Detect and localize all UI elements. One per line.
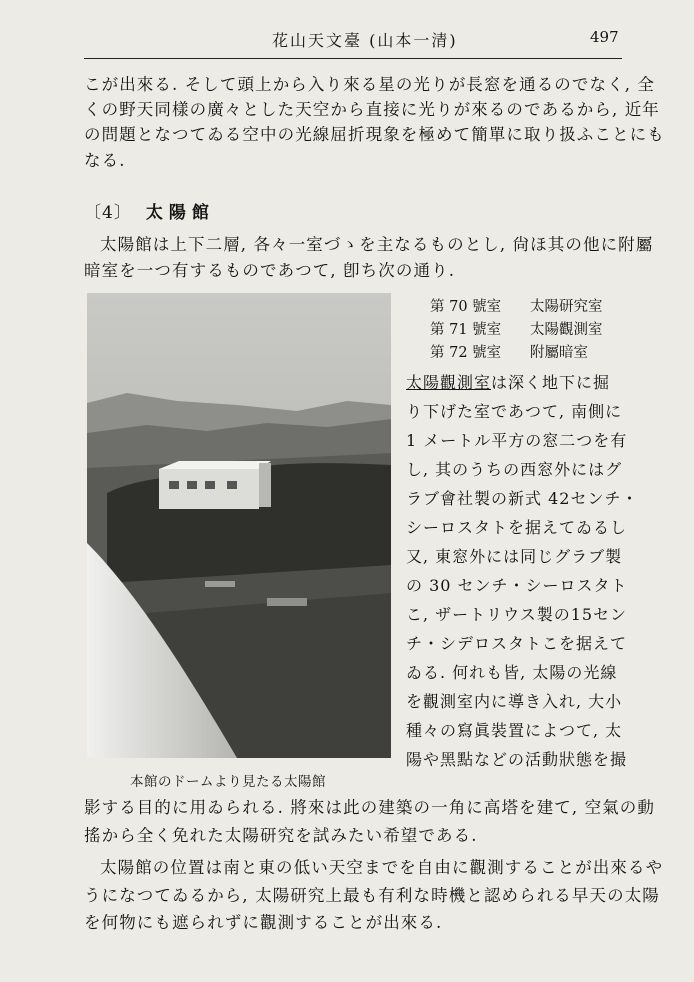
paragraph-line: 太陽館の位置は南と東の低い天空までを自由に觀測することが出來るや [100, 858, 664, 877]
side-column-line: し, 其のうちの西窓外にはグ [406, 460, 623, 479]
photo-illustration [87, 293, 391, 758]
side-column-line: 又, 東窓外には同じグラブ製 [406, 547, 623, 566]
side-column-line: の 30 センチ・シーロスタト [406, 576, 628, 595]
side-column-line: 1 メートル平方の窓二つを有 [406, 431, 628, 450]
section-title: 太陽館 [145, 203, 215, 223]
side-column-text: は深く地下に掘 [491, 373, 611, 392]
section-heading [84, 198, 215, 223]
side-column-line: こ, ザートリウス製の15セン [406, 605, 628, 624]
photo-caption: 本館のドームより見たる太陽館 [130, 774, 326, 790]
room-name: 太陽研究室 [530, 299, 603, 315]
running-title: 花山天文臺 (山本一清) [272, 31, 458, 50]
paragraph-line: 影する目的に用ゐられる. 將來は此の建築の一角に高塔を建て, 空氣の動 [84, 798, 655, 817]
room-number: 第 70 號室 [430, 299, 502, 315]
paragraph-line: 搖から全く免れた太陽研究を試みたい希望である. [84, 826, 478, 845]
photograph-solar-building [87, 293, 391, 758]
paragraph-line: うになつてゐるから, 太陽研究上最も有利な時機と認められる早天の太陽 [84, 886, 660, 905]
room-name: 附屬暗室 [530, 345, 588, 361]
side-column-line: ラブ會社製の新式 42センチ・ [406, 489, 639, 508]
side-column-line: 種々の寫眞裝置によつて, 太 [406, 721, 623, 740]
intro-line: こが出來る. そして頭上から入り來る星の光りが長窓を通るのでなく, 全 [84, 75, 655, 94]
paragraph-line: 暗室を一つ有するものであつて, 卽ち次の通り. [84, 261, 456, 280]
header-rule [84, 58, 622, 59]
side-column-line: 陽や黑點などの活動狀態を撮 [406, 750, 628, 769]
room-number: 第 72 號室 [430, 345, 502, 361]
intro-line: の問題となつてゐる空中の光線屈折現象を極めて簡單に取り扱ふことにも [84, 125, 665, 144]
intro-line: なる. [84, 151, 126, 170]
side-column-line: を觀測室内に導き入れ, 大小 [406, 692, 623, 711]
intro-line: くの野天同樣の廣々とした天空から直接に光りが來るのであるから, 近年 [84, 100, 660, 119]
paragraph-line: 太陽館は上下二層, 各々一室づゝを主なるものとし, 尙ほ其の他に附屬 [100, 235, 654, 254]
underlined-term: 太陽觀測室 [406, 373, 492, 392]
room-name: 太陽觀測室 [530, 322, 603, 338]
room-number: 第 71 號室 [430, 322, 502, 338]
side-column-line [406, 373, 610, 393]
running-header [0, 28, 694, 52]
side-column-line: シーロスタトを据えてゐるし [406, 518, 628, 537]
section-number: 〔4〕 [84, 203, 132, 223]
page-number: 497 [590, 28, 619, 46]
side-column-line: り下げた室であつて, 南側に [406, 402, 623, 421]
side-column-line: チ・シデロスタトこを据えて [406, 634, 628, 653]
paragraph-line: を何物にも遮られずに觀測することが出來る. [84, 913, 443, 932]
side-column-line: ゐる. 何れも皆, 太陽の光線 [406, 663, 618, 682]
